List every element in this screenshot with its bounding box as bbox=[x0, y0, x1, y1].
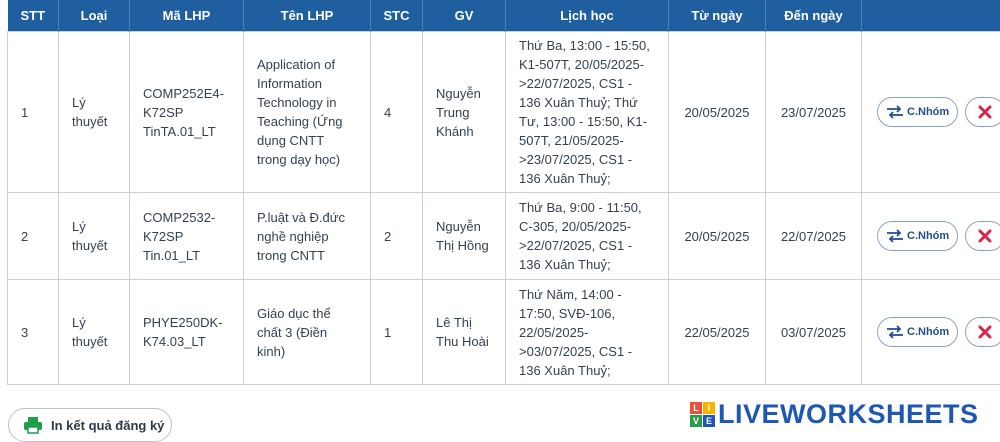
cell-stt: 3 bbox=[8, 280, 59, 385]
registration-table bbox=[7, 0, 1000, 385]
cell-tu-ngay: 22/05/2025 bbox=[669, 280, 766, 385]
change-group-label: C.Nhóm bbox=[907, 227, 949, 246]
table-row bbox=[8, 280, 1000, 385]
swap-arrows-icon bbox=[886, 325, 904, 339]
header-ma-lhp: Mã LHP bbox=[130, 0, 244, 32]
cell-stc: 2 bbox=[371, 193, 423, 280]
table-header-row bbox=[8, 0, 1000, 32]
delete-button[interactable] bbox=[965, 221, 1000, 251]
swap-arrows-icon bbox=[886, 229, 904, 243]
cell-stt: 2 bbox=[8, 193, 59, 280]
cell-tu-ngay: 20/05/2025 bbox=[669, 32, 766, 193]
cell-lich-hoc: Thứ Ba, 9:00 - 11:50, C-305, 20/05/2025->22/07/2025, CS1 - 136 Xuân Thuỷ; bbox=[506, 193, 669, 280]
header-actions bbox=[862, 0, 1000, 32]
cell-gv: Lê Thị Thu Hoài bbox=[423, 280, 506, 385]
cell-actions bbox=[862, 32, 1000, 193]
liveworksheets-logo bbox=[690, 400, 979, 428]
cell-loai: Lý thuyết bbox=[59, 193, 130, 280]
header-tu-ngay: Từ ngày bbox=[669, 0, 766, 32]
change-group-label: C.Nhóm bbox=[907, 103, 949, 122]
table-row bbox=[8, 193, 1000, 280]
cell-stc: 1 bbox=[371, 280, 423, 385]
header-gv: GV bbox=[423, 0, 506, 32]
cell-ten-lhp: P.luật và Đ.đức nghề nghiệp trong CNTT bbox=[244, 193, 371, 280]
delete-x-icon bbox=[977, 324, 993, 340]
cell-den-ngay: 23/07/2025 bbox=[766, 32, 862, 193]
cell-den-ngay: 22/07/2025 bbox=[766, 193, 862, 280]
swap-arrows-icon bbox=[886, 105, 904, 119]
table-row bbox=[8, 32, 1000, 193]
change-group-button[interactable] bbox=[877, 97, 958, 127]
cell-ten-lhp: Application of Information Technology in Teaching (Ứng dụng CNTT trong dạy học) bbox=[244, 32, 371, 193]
header-ten-lhp: Tên LHP bbox=[244, 0, 371, 32]
change-group-button[interactable] bbox=[877, 221, 958, 251]
cell-gv: Nguyễn Trung Khánh bbox=[423, 32, 506, 193]
cell-stt: 1 bbox=[8, 32, 59, 193]
delete-x-icon bbox=[977, 228, 993, 244]
header-lich-hoc: Lịch học bbox=[506, 0, 669, 32]
print-results-label: In kết quả đăng ký bbox=[51, 418, 164, 433]
print-results-button[interactable] bbox=[8, 408, 172, 442]
liveworksheets-logo-mark: L I V E bbox=[690, 402, 715, 427]
cell-actions bbox=[862, 193, 1000, 280]
cell-lich-hoc: Thứ Ba, 13:00 - 15:50, K1-507T, 20/05/2025->22/07/2025, CS1 - 136 Xuân Thuỷ; Thứ Tư, 13:00 - 15:50, K1-507T, 21/05/2025->23/07/2025, CS1 - 136 Xuân Thuỷ; bbox=[506, 32, 669, 193]
cell-ma-lhp: COMP2532-K72SP Tin.01_LT bbox=[130, 193, 244, 280]
delete-button[interactable] bbox=[965, 317, 1000, 347]
cell-loai: Lý thuyết bbox=[59, 32, 130, 193]
cell-ten-lhp: Giáo dục thể chất 3 (Điền kinh) bbox=[244, 280, 371, 385]
cell-lich-hoc: Thứ Năm, 14:00 - 17:50, SVĐ-106, 22/05/2025->03/07/2025, CS1 - 136 Xuân Thuỷ; bbox=[506, 280, 669, 385]
cell-ma-lhp: COMP252E4-K72SP TinTA.01_LT bbox=[130, 32, 244, 193]
delete-button[interactable] bbox=[965, 97, 1000, 127]
cell-stc: 4 bbox=[371, 32, 423, 193]
cell-gv: Nguyễn Thị Hồng bbox=[423, 193, 506, 280]
cell-den-ngay: 03/07/2025 bbox=[766, 280, 862, 385]
change-group-label: C.Nhóm bbox=[907, 323, 949, 342]
cell-ma-lhp: PHYE250DK-K74.03_LT bbox=[130, 280, 244, 385]
header-den-ngay: Đến ngày bbox=[766, 0, 862, 32]
header-loai: Loại bbox=[59, 0, 130, 32]
change-group-button[interactable] bbox=[877, 317, 958, 347]
printer-icon bbox=[23, 416, 43, 434]
delete-x-icon bbox=[977, 104, 993, 120]
header-stt: STT bbox=[8, 0, 59, 32]
liveworksheets-logo-text: LIVEWORKSHEETS bbox=[718, 399, 979, 430]
cell-actions bbox=[862, 280, 1000, 385]
cell-loai: Lý thuyết bbox=[59, 280, 130, 385]
header-stc: STC bbox=[371, 0, 423, 32]
cell-tu-ngay: 20/05/2025 bbox=[669, 193, 766, 280]
